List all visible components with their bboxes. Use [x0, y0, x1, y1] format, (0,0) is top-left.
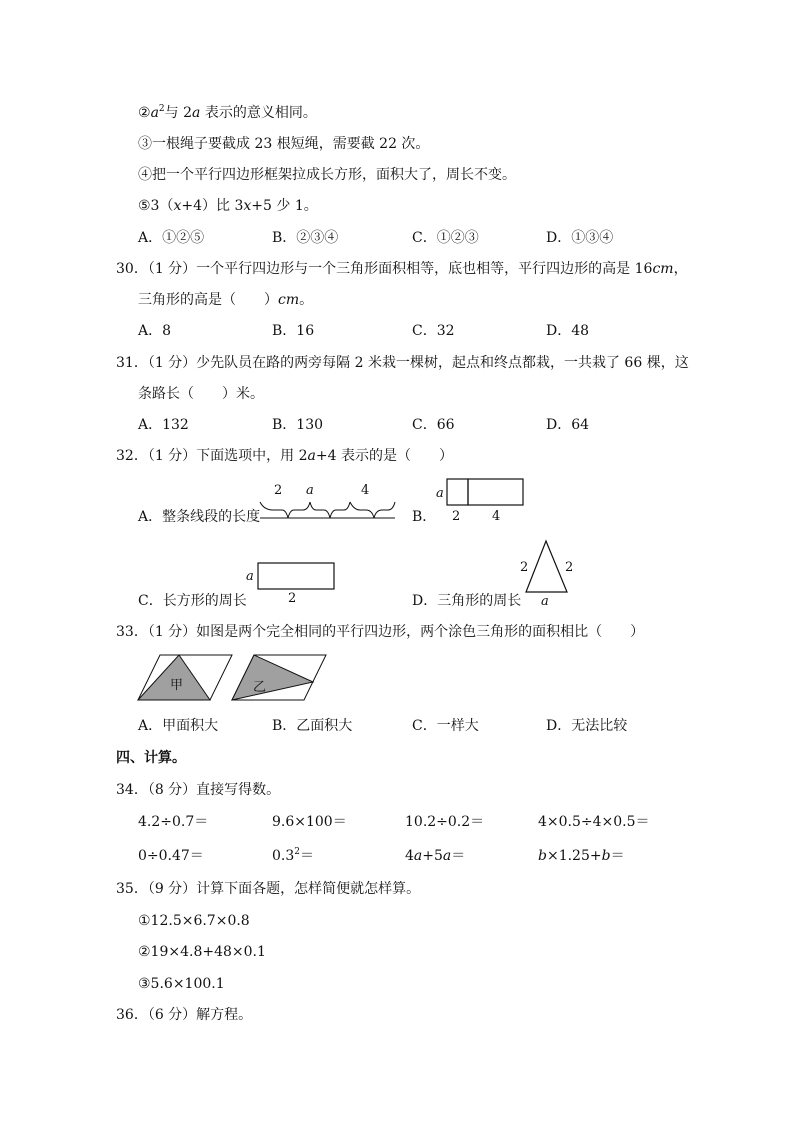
- q32-stem: 32．（1 分）下面选项中，用 2a+4 表示的是（ ）: [116, 448, 453, 464]
- q32-figure-d-triangle: [514, 538, 584, 610]
- q30-option-c[interactable]: C．32: [412, 323, 455, 339]
- q34-r1-c4: 4×0.5÷4×0.5＝: [538, 814, 650, 830]
- q29-option-b[interactable]: B．②③④: [272, 230, 339, 246]
- q29-item-2: $②a^2$与 2a 表示的意义相同。: [138, 104, 317, 121]
- section-4-title: 四、计算。: [116, 750, 186, 766]
- q30-stem-line1: 30．（1 分）一个平行四边形与一个三角形面积相等，底也相等，平行四边形的高是 16cm，: [116, 261, 688, 277]
- q33-option-a[interactable]: A．甲面积大: [138, 718, 219, 734]
- q33-label-yi: 乙: [253, 680, 267, 695]
- q32c-label-2: 2: [288, 591, 297, 606]
- q35-item-2: ②19×4.8+48×0.1: [138, 944, 266, 960]
- q32a-label-4: 4: [361, 483, 370, 498]
- q34-r2-c4: b×1.25+b＝: [538, 848, 625, 864]
- q32-option-a[interactable]: A．整条线段的长度: [138, 509, 261, 525]
- q31-stem-line2: 条路长（ ）米。: [138, 386, 264, 402]
- q31-option-b[interactable]: B．130: [272, 417, 324, 433]
- q32b-label-2: 2: [452, 509, 461, 524]
- q33-option-c[interactable]: C．一样大: [412, 718, 479, 734]
- q32-figure-c-rectangle: [244, 560, 344, 610]
- q34-r2-c2: $0.3^2=$: [272, 847, 314, 864]
- q33-option-d[interactable]: D．无法比较: [546, 718, 628, 734]
- q32d-label-right: 2: [565, 560, 574, 575]
- q34-r2-c3: 4a+5a＝: [405, 848, 466, 864]
- q29-option-a[interactable]: A．①②⑤: [138, 230, 205, 246]
- q29-item-4: ④把一个平行四边形框架拉成长方形，面积大了，周长不变。: [138, 167, 516, 183]
- q29-option-c[interactable]: C．①②③: [412, 230, 479, 246]
- q33-triangle-yi: [232, 655, 313, 700]
- q32a-label-a: a: [306, 483, 314, 498]
- q31-stem-line1: 31．（1 分）少先队员在路的两旁每隔 2 米栽一棵树，起点和终点都栽，一共栽了 66 棵，这: [116, 355, 689, 371]
- q34-stem: 34．（8 分）直接写得数。: [116, 782, 281, 798]
- q32d-label-base: a: [541, 594, 549, 609]
- q33-label-jia: 甲: [170, 678, 184, 693]
- q33-option-b[interactable]: B．乙面积大: [272, 718, 353, 734]
- q29-option-d[interactable]: D．①③④: [546, 230, 614, 246]
- q35-stem: 35．（9 分）计算下面各题，怎样简便就怎样算。: [116, 881, 421, 897]
- q32c-label-a: a: [246, 569, 254, 584]
- q29-item-3: ③一根绳子要截成 23 根短绳，需要截 22 次。: [138, 136, 430, 152]
- q36-stem: 36．（6 分）解方程。: [116, 1007, 253, 1023]
- q33-stem: 33．（1 分）如图是两个完全相同的平行四边形，两个涂色三角形的面积相比（ ）: [116, 624, 645, 640]
- q32b-label-a: a: [436, 486, 444, 501]
- q33-figure-parallelograms: [136, 652, 356, 704]
- q30-option-a[interactable]: A．8: [138, 323, 172, 339]
- q29-item-5: ⑤3（x+4）比 3x+5 少 1。: [138, 198, 318, 214]
- q34-r2-c1: 0÷0.47＝: [138, 848, 204, 864]
- q32-figure-b-rectangles: [432, 476, 532, 526]
- q30-option-d[interactable]: D．48: [546, 323, 590, 339]
- q31-option-c[interactable]: C．66: [412, 417, 455, 433]
- q32-option-d[interactable]: D．三角形的周长: [412, 593, 522, 609]
- q32-figure-a-segment: [258, 480, 398, 530]
- q34-r1-c3: 10.2÷0.2＝: [405, 814, 485, 830]
- q32-option-b[interactable]: B．: [412, 509, 437, 525]
- q34-r1-c2: 9.6×100＝: [272, 814, 347, 830]
- q35-item-3: ③5.6×100.1: [138, 976, 225, 992]
- q32a-label-2: 2: [274, 483, 283, 498]
- q32b-label-4: 4: [492, 509, 501, 524]
- q32d-label-left: 2: [520, 560, 529, 575]
- q32-option-c[interactable]: C．长方形的周长: [138, 593, 247, 609]
- q31-option-a[interactable]: A．132: [138, 417, 189, 433]
- q34-r1-c1: 4.2÷0.7＝: [138, 814, 209, 830]
- q35-item-1: ①12.5×6.7×0.8: [138, 913, 250, 929]
- q30-stem-line2: 三角形的高是（ ）cm。: [138, 292, 314, 308]
- q31-option-d[interactable]: D．64: [546, 417, 590, 433]
- q30-option-b[interactable]: B．16: [272, 323, 315, 339]
